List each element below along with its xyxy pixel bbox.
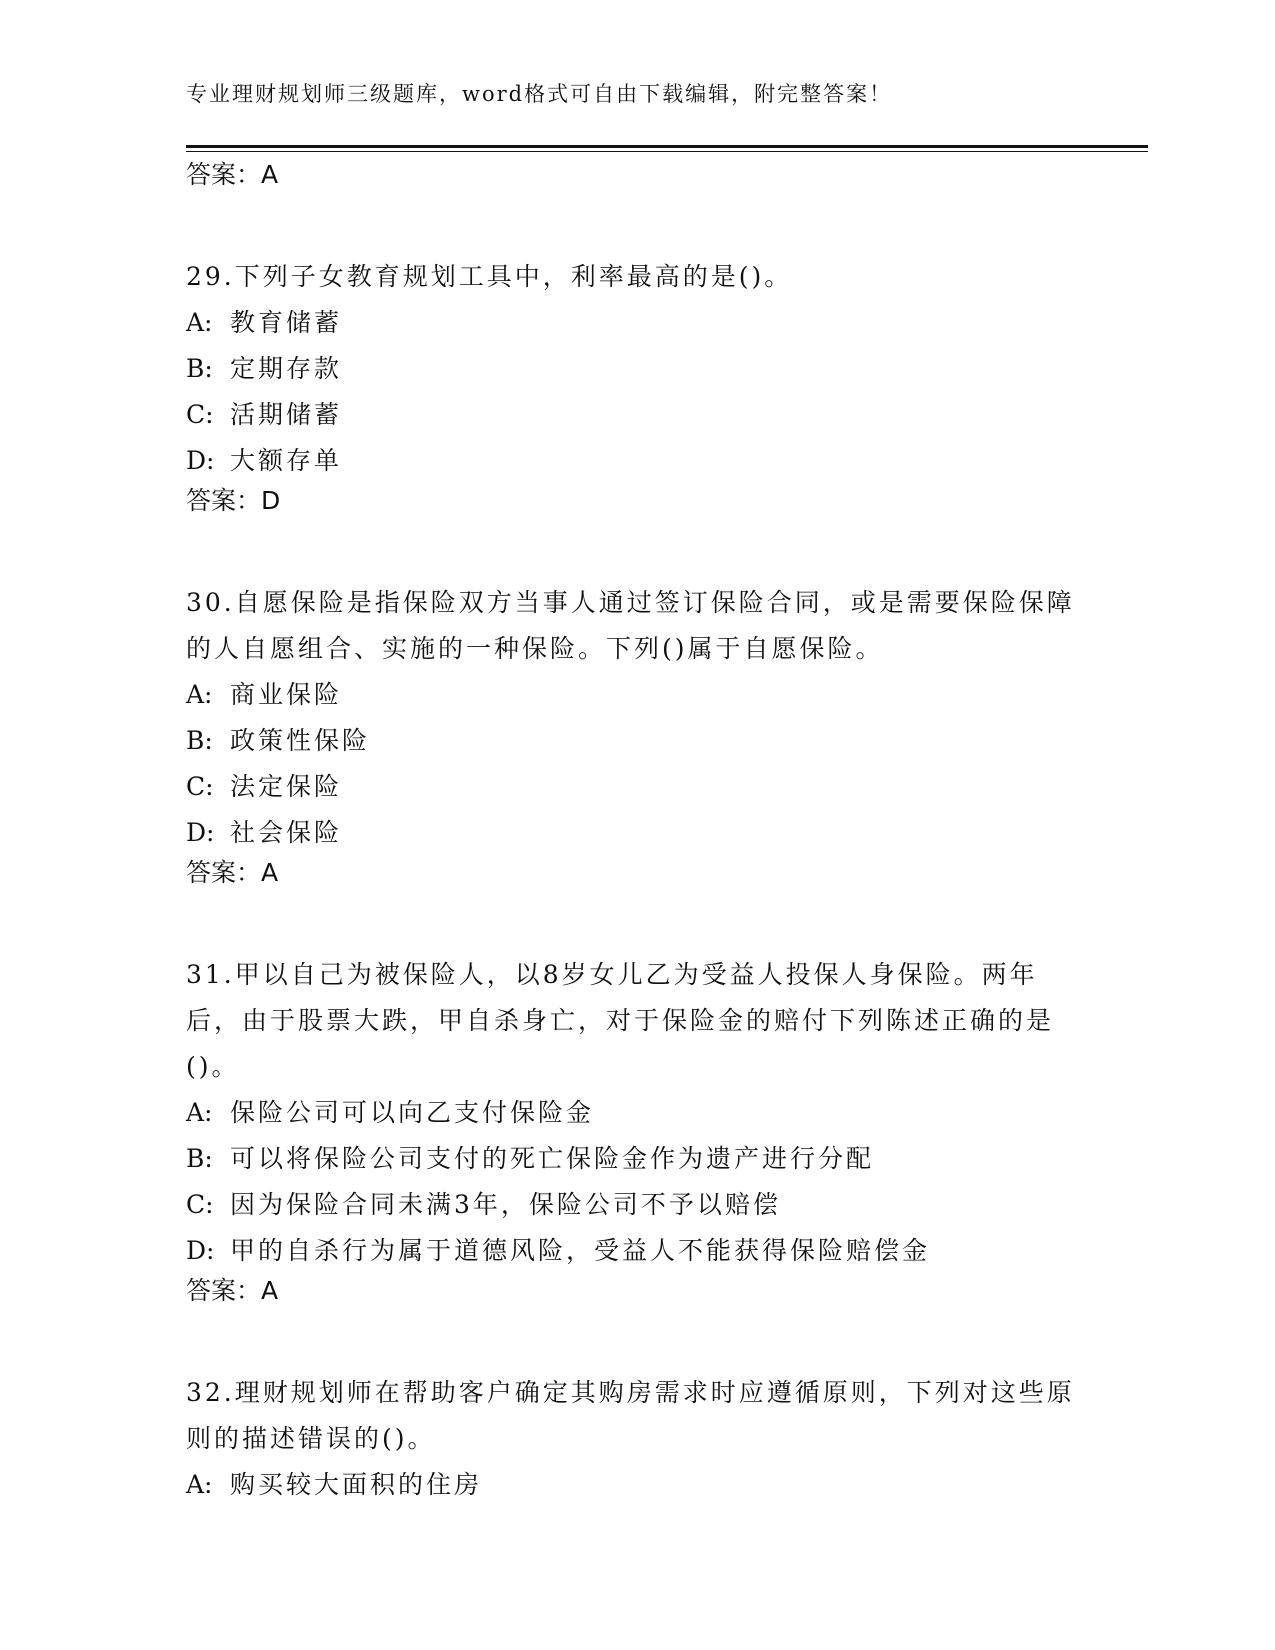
option-key: D: xyxy=(186,1236,215,1265)
question-29 xyxy=(186,254,1086,516)
option-b xyxy=(186,718,1086,764)
answer-line: 答案：D xyxy=(186,486,281,515)
question-stem: 30.自愿保险是指保险双方当事人通过签订保险合同，或是需要保险保障的人自愿组合、实施的一种保险。下列()属于自愿保险。 xyxy=(186,588,1075,663)
option-text: 定期存款 xyxy=(230,354,343,383)
option-key: A: xyxy=(186,680,213,709)
page-header: 专业理财规划师三级题库，word格式可自由下载编辑，附完整答案！ xyxy=(186,82,893,106)
option-b xyxy=(186,346,1086,392)
answer-line: 答案：A xyxy=(186,858,279,887)
option-text: 社会保险 xyxy=(230,818,343,847)
option-key: A: xyxy=(186,308,213,337)
option-a xyxy=(186,1462,1086,1508)
option-text: 政策性保险 xyxy=(230,726,371,755)
option-text: 商业保险 xyxy=(230,680,343,709)
option-c xyxy=(186,764,1086,810)
option-d xyxy=(186,810,1086,856)
option-text: 法定保险 xyxy=(230,772,343,801)
option-c xyxy=(186,392,1086,438)
question-31 xyxy=(186,952,1086,1306)
option-key: A: xyxy=(186,1470,213,1499)
option-a xyxy=(186,1090,1086,1136)
option-a xyxy=(186,300,1086,346)
header-divider-thin xyxy=(186,151,1148,152)
option-d xyxy=(186,438,1086,484)
option-key: B: xyxy=(186,1144,213,1173)
question-stem: 31.甲以自己为被保险人，以8岁女儿乙为受益人投保人身保险。两年后，由于股票大跌，甲自杀身亡，对于保险金的赔付下列陈述正确的是()。 xyxy=(186,960,1055,1081)
question-32 xyxy=(186,1370,1086,1508)
option-key: C: xyxy=(186,400,214,429)
option-key: D: xyxy=(186,446,215,475)
option-d xyxy=(186,1228,1086,1274)
option-text: 购买较大面积的住房 xyxy=(230,1470,483,1499)
option-key: B: xyxy=(186,354,213,383)
option-text: 活期储蓄 xyxy=(230,400,343,429)
option-text: 大额存单 xyxy=(230,446,343,475)
option-text: 可以将保险公司支付的死亡保险金作为遗产进行分配 xyxy=(230,1144,875,1173)
option-key: C: xyxy=(186,772,214,801)
option-key: C: xyxy=(186,1190,214,1219)
option-b xyxy=(186,1136,1086,1182)
question-30 xyxy=(186,580,1086,888)
option-key: D: xyxy=(186,818,215,847)
option-text: 保险公司可以向乙支付保险金 xyxy=(230,1098,595,1127)
option-key: A: xyxy=(186,1098,213,1127)
answer-line: 答案：A xyxy=(186,1276,279,1305)
option-text: 因为保险合同未满3年，保险公司不予以赔偿 xyxy=(230,1190,781,1219)
header-divider-thick xyxy=(186,145,1148,148)
question-stem: 32.理财规划师在帮助客户确定其购房需求时应遵循原则，下列对这些原则的描述错误的()。 xyxy=(186,1378,1075,1453)
option-text: 甲的自杀行为属于道德风险，受益人不能获得保险赔偿金 xyxy=(230,1236,931,1265)
answer-line: 答案：A xyxy=(186,160,279,189)
question-list xyxy=(186,160,1086,1508)
option-c xyxy=(186,1182,1086,1228)
option-a xyxy=(186,672,1086,718)
option-text: 教育储蓄 xyxy=(230,308,343,337)
question-stem: 29.下列子女教育规划工具中，利率最高的是()。 xyxy=(186,262,793,291)
option-key: B: xyxy=(186,726,213,755)
